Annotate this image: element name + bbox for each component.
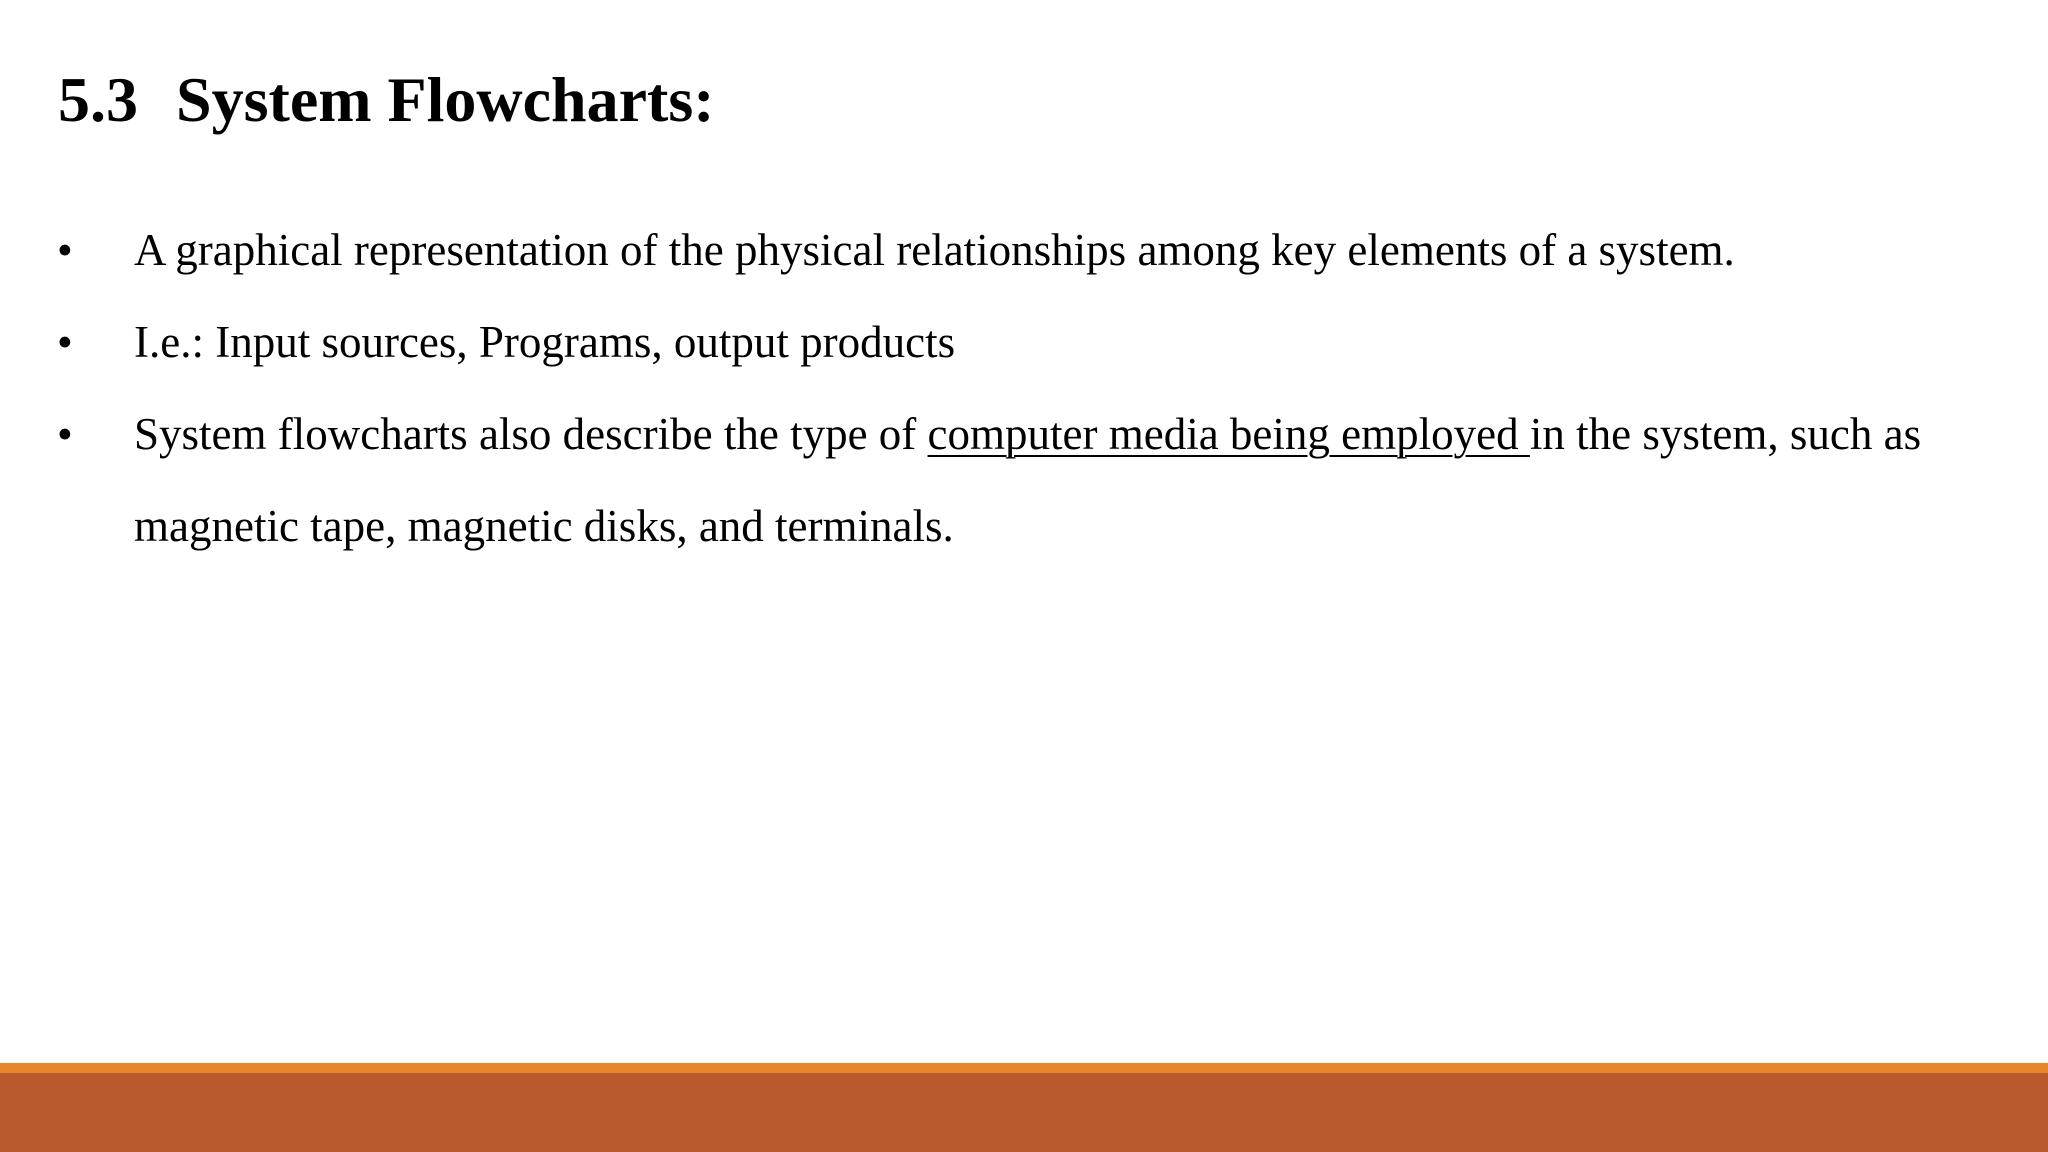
title-text: System Flowcharts: <box>176 64 715 135</box>
bullet-item <box>0 296 2048 388</box>
slide-title <box>58 58 715 142</box>
bullet-text-after: in the system, such as magnetic tape, magnetic disks, and terminals. <box>134 409 1922 551</box>
footer-band-dark <box>0 1073 2048 1152</box>
bullet-dot-icon: • <box>57 225 73 275</box>
footer-band-light <box>0 1063 2048 1073</box>
bullet-text: I.e.: Input sources, Programs, output products <box>134 317 956 367</box>
bullet-dot-icon: • <box>57 317 73 367</box>
bullet-text-before: System flowcharts also describe the type of <box>134 409 928 459</box>
bullet-item <box>0 204 2048 296</box>
title-number: 5.3 <box>58 64 138 135</box>
bullet-item <box>0 388 2048 572</box>
bullet-text-underlined: computer media being employed <box>927 409 1530 459</box>
bullet-list <box>0 204 2048 572</box>
bullet-text: A graphical representation of the physical relationships among key elements of a system. <box>134 225 1735 275</box>
bullet-dot-icon: • <box>57 409 73 459</box>
